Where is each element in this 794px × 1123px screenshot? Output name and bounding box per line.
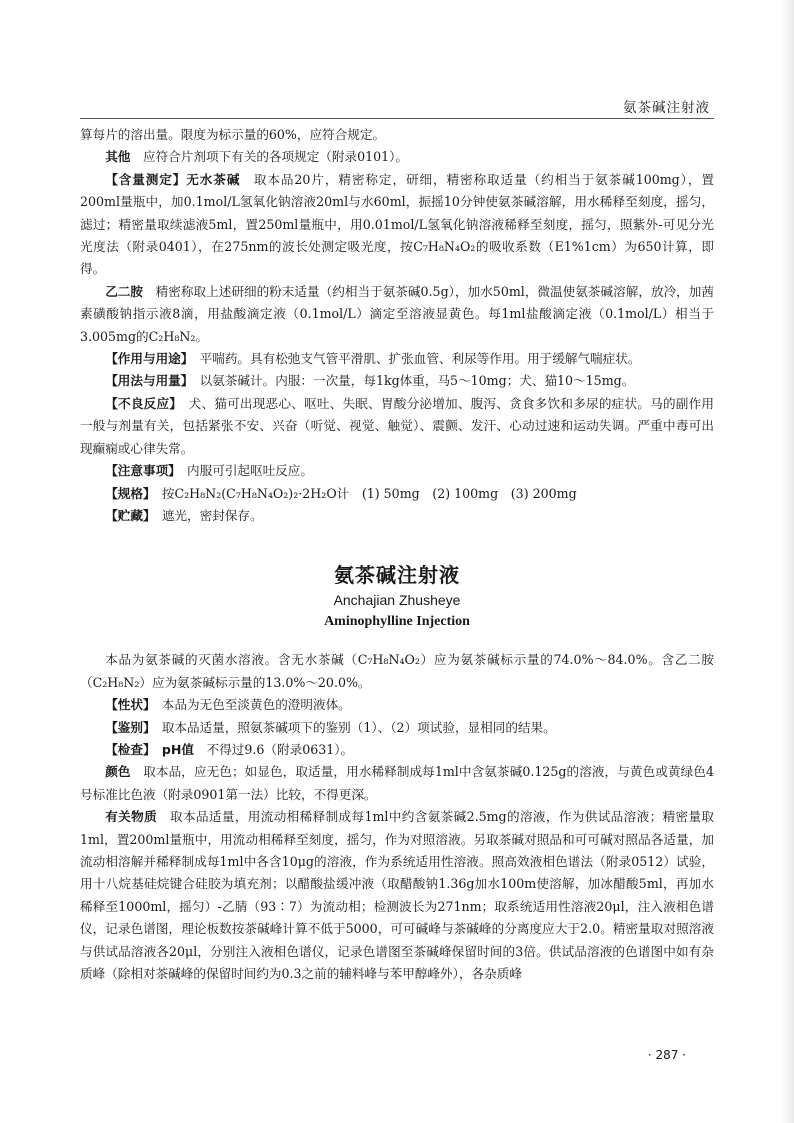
assay-sub: 无水茶碱 (186, 171, 241, 187)
storage-tag: 【贮藏】 (105, 507, 150, 523)
ethylenediamine-paragraph (80, 281, 714, 348)
identification-text: 取本品适量，照氨茶碱项下的鉴别（1）、（2）项试验，显相同的结果。 (161, 719, 556, 735)
running-header (80, 96, 714, 119)
spec-paragraph (80, 483, 714, 505)
running-title: 氨茶碱注射液 (623, 100, 710, 116)
assay-text: 取本品20片，精密称定，研细，精密称取适量（约相当于氨茶碱100mg），置200ml量瓶中，加0.1mol/L氢氧化钠溶液20ml与水60ml，振摇10分钟使氨茶碱溶解，用水稀释至刻度，摇匀，滤过；精密量取续滤液5ml，置250ml量瓶中，用0.01mol/L氢氧化钠溶液稀释至刻度，摇匀，照紫外-可见分光光度法（附录0401），在275nm的波长处测定吸光度，按C₇H₈N₄O₂的吸收系数（E1%1cm）为650计算，即得。 (80, 171, 714, 277)
dosage-text: 以氨茶碱计。内服：一次量，每1kg体重，马5～10mg；犬、猫10～15mg。 (199, 373, 635, 389)
identification-tag: 【鉴别】 (105, 719, 150, 735)
page-body (80, 124, 714, 985)
caution-text: 内服可引起呕吐反应。 (187, 463, 313, 479)
caution-tag: 【注意事项】 (105, 463, 175, 479)
use-text: 平喘药。具有松弛支气管平滑肌、扩张血管、利尿等作用。用于缓解气喘症状。 (199, 351, 641, 367)
monograph-title-chinese: 氨茶碱注射液 (334, 563, 460, 588)
page-number: · 287 · (647, 1048, 686, 1062)
other-paragraph (80, 146, 714, 168)
dosage-paragraph (80, 370, 714, 392)
related-substances-paragraph (80, 806, 714, 985)
monograph-title-block (80, 561, 714, 633)
color-text: 取本品，应无色；如显色，取适量，用水稀释制成每1ml中含氨茶碱0.125g的溶液，与黄色或黄绿色4号标准比色液（附录0901第一法）比较，不得更深。 (80, 764, 714, 802)
ethylenediamine-text: 精密称取上述研细的粉末适量（约相当于氨茶碱0.5g），加水50ml，微温使氨茶碱溶解，放冷，加茜素磺酸钠指示液8滴，用盐酸滴定液（0.1mol/L）滴定至溶液显黄色。每1ml盐酸滴定液（0.1mol/L）相当于3.005mg的C₂H₈N₂。 (80, 283, 715, 344)
storage-text: 遮光，密封保存。 (161, 507, 263, 523)
monograph-title-pinyin: Anchajian Zhusheye (333, 592, 461, 609)
identification-paragraph (80, 717, 714, 739)
assay-tag: 【含量测定】 (105, 171, 187, 187)
color-paragraph (80, 761, 714, 806)
adverse-tag: 【不良反应】 (105, 395, 176, 411)
spec-text: 按C₂H₈N₂(C₇H₈N₄O₂)₂·2H₂O计 (1) 50mg (2) 100mg (3) 200mg (161, 485, 577, 501)
color-label: 颜色 (105, 764, 131, 780)
properties-paragraph (80, 694, 714, 716)
storage-paragraph (80, 505, 714, 527)
continuation-paragraph: 算每片的溶出量。限度为标示量的60%，应符合规定。 (80, 127, 386, 142)
tests-tag: 【检查】 (105, 741, 150, 757)
other-label: 其他 (105, 149, 131, 165)
assay-paragraph (80, 169, 714, 281)
adverse-text: 犬、猫可出现恶心、呕吐、失眠、胃酸分泌增加、腹泻、贪食多饮和多尿的症状。马的副作用一般与剂量有关，包括紧张不安、兴奋（听觉、视觉、触觉）、震颤、发汗、心动过速和运动失调。严重中毒可出现癫痫或心律失常。 (80, 395, 715, 456)
dosage-tag: 【用法与用量】 (105, 373, 188, 389)
use-tag: 【作用与用途】 (105, 351, 188, 367)
tests-paragraph (80, 739, 714, 761)
caution-paragraph (80, 460, 714, 482)
use-paragraph (80, 348, 714, 370)
adverse-paragraph (80, 393, 714, 460)
intro-paragraph: 本品为氨茶碱的灭菌水溶液。含无水茶碱（C₇H₈N₄O₂）应为氨茶碱标示量的74.0%～84.0%。含乙二胺（C₂H₈N₂）应为氨茶碱标示量的13.0%～20.0%。 (80, 652, 714, 690)
related-label: 有关物质 (105, 809, 158, 825)
ethylenediamine-label: 乙二胺 (105, 283, 144, 299)
related-text: 取本品适量，用流动相稀释制成每1ml中约含氨茶碱2.5mg的溶液，作为供试品溶液；精密量取1ml，置200ml量瓶中，用流动相稀释至刻度，摇匀，作为对照溶液。另取茶碱对照品和可可碱对照品各适量，加流动相溶解并稀释制成每1ml中各含10μg的溶液，作为系统适用性溶液。照高效液相色谱法（附录0512）试验，用十八烷基硅烷键合硅胶为填充剂；以醋酸盐缓冲液（取醋酸钠1.36g加水100m使溶解，加冰醋酸5ml，再加水稀释至1000ml，摇匀）-乙腈（93∶7）为流动相；检测波长为271nm；取系统适用性溶液20μl，注入液相色谱仪，记录色谱图，理论板数按茶碱峰计算不低于5000，可可碱峰与茶碱峰的分离度应大于2.0。精密量取对照溶液与供试品溶液各20μl，分别注入液相色谱仪，记录色谱图至茶碱峰保留时间的3倍。供试品溶液的色谱图中如有杂质峰（除相对茶碱峰的保留时间约为0.3之前的辅料峰与苯甲醇峰外），各杂质峰 (80, 809, 715, 981)
ph-text: 不得过9.6（附录0631）。 (206, 741, 354, 757)
other-text: 应符合片剂项下有关的各项规定（附录0101）。 (142, 149, 409, 165)
properties-tag: 【性状】 (105, 697, 150, 713)
ph-label: pH值 (161, 741, 195, 757)
properties-text: 本品为无色至淡黄色的澄明液体。 (161, 697, 351, 713)
monograph-title-english: Aminophylline Injection (324, 614, 470, 630)
page-edge-shadow (782, 0, 794, 1123)
spec-tag: 【规格】 (105, 485, 150, 501)
